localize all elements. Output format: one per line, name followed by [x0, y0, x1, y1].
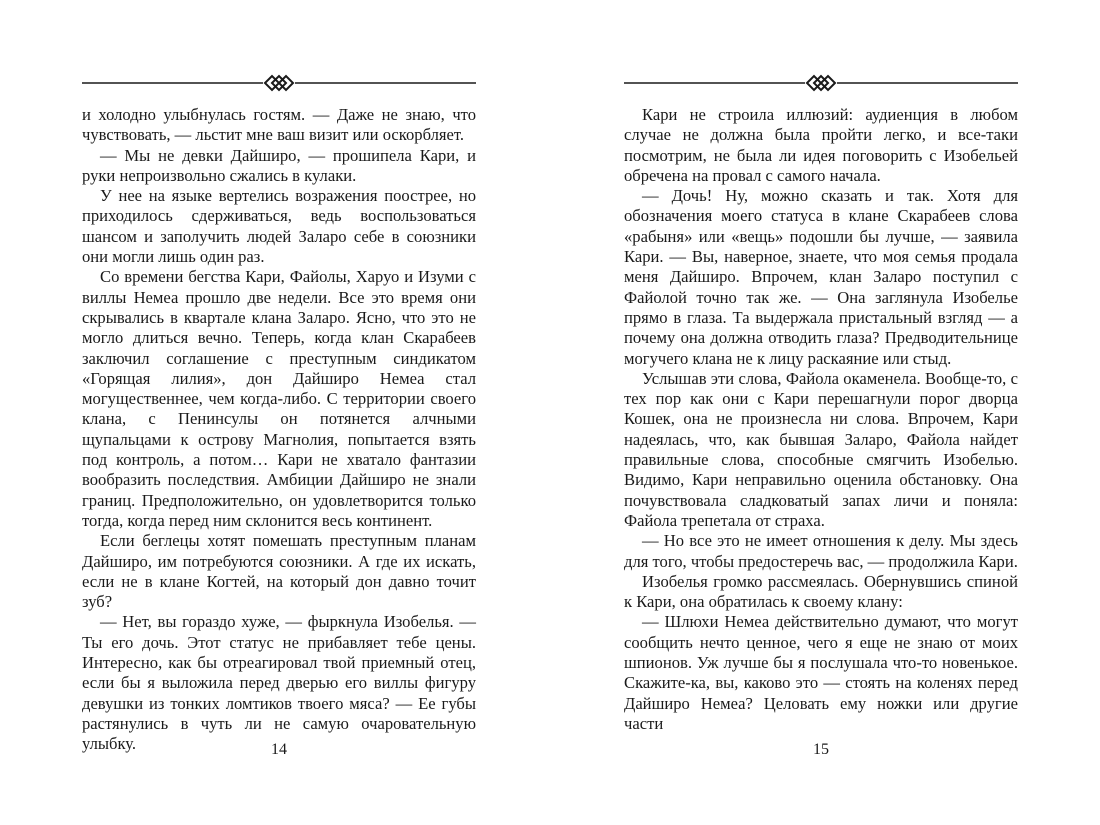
paragraph: — Но все это не имеет отношения к делу. Мы здесь для того, чтобы предостеречь вас, — продолжила Кари. [624, 531, 1018, 571]
left-page-text [82, 105, 476, 755]
paragraph: Кари не строила иллюзий: аудиенция в любом случае не должна была пройти легко, и все-таки посмотрим, не была ли идея поговорить с Изобельей обречена на провал с самого начала. [624, 105, 1018, 185]
paragraph: — Шлюхи Немеа действительно думают, что могут сообщить нечто ценное, чего я еще не знаю от моих шпионов. Уж лучше бы я послушала что-то новенькое. Скажите-ка, вы, каково это — стоять на коленях перед Дайширо Немеа? Целовать ему ножки или другие части [624, 612, 1018, 733]
right-page-text [624, 105, 1018, 734]
paragraph: и холодно улыбнулась гостям. — Даже не знаю, что чувствовать, — льстит мне ваш визит или оскорбляет. [82, 105, 476, 145]
diamond-ornament-icon [82, 70, 476, 96]
paragraph: — Дочь! Ну, можно сказать и так. Хотя для обозначения моего статуса в клане Скарабеев слова «рабыня» или «вещь» подошли бы лучше, — заявила Кари. — Вы, наверное, знаете, что моя семья продала меня Дайширо. Впрочем, клан Заларо поступил с Файолой точно так же. — Она заглянула Изобелье прямо в глаза. Та выдержала пристальный взгляд — а почему она должна отводить глаза? Предводительнице могучего клана не к лицу раскаяние или стыд. [624, 186, 1018, 368]
right-page [624, 0, 1018, 825]
page-number: 14 [271, 741, 287, 758]
left-page [82, 0, 476, 825]
paragraph: Если беглецы хотят помешать преступным планам Дайширо, им потребуются союзники. А где их искать, если не в клане Когтей, на который дон давно точит зуб? [82, 531, 476, 612]
page-number: 15 [813, 741, 829, 758]
header-ornament [624, 70, 1018, 96]
diamond-ornament-icon [624, 70, 1018, 96]
paragraph: Со времени бегства Кари, Файолы, Харуо и Изуми с виллы Немеа прошло две недели. Все это время они скрывались в квартале клана Заларо. Ясно, что это не могло длиться вечно. Теперь, когда клан Скарабеев заключил соглашение с преступным синдикатом «Горящая лилия», дон Дайширо Немеа стал могущественнее, чем когда-либо. С территории своего клана, с Пенинсулы он потянется алчными щупальцами к острову Магнолия, попытается взять под контроль, а потом… Кари не хватало фантазии вообразить последствия. Амбиции Дайширо не знали границ. Предположительно, он удовлетворится только тогда, когда перед ним склонится весь континент. [82, 267, 476, 530]
header-ornament [82, 70, 476, 96]
paragraph: — Мы не девки Дайширо, — прошипела Кари, и руки непроизвольно сжались в кулаки. [82, 145, 476, 185]
paragraph: У нее на языке вертелись возражения поострее, но приходилось сдерживаться, ведь воспользоваться шансом и заполучить людей Заларо себе в союзники они могли лишь один раз. [82, 186, 476, 267]
paragraph: Услышав эти слова, Файола окаменела. Вообще-то, с тех пор как они с Кари перешагнули порог дворца Кошек, она не произнесла ни слова. Впрочем, Кари надеялась, что, как бывшая Заларо, Файола найдет правильные слова, способные смягчить Изобелью. Видимо, Кари неправильно оценила обстановку. Она почувствовала сладковатый запах личи и поняла: Файола трепетала от страха. [624, 368, 1018, 530]
paragraph: — Нет, вы гораздо хуже, — фыркнула Изобелья. — Ты его дочь. Этот статус не прибавляет тебе цены. Интересно, как бы отреагировал твой приемный отец, если бы я выложила перед дверью его виллы фигуру девушки из тонких ломтиков твоего мяса? — Ее губы растянулись в чуть ли не самую очаровательную улыбку. [82, 612, 476, 754]
paragraph: Изобелья громко рассмеялась. Обернувшись спиной к Кари, она обратилась к своему клану: [624, 571, 1018, 612]
